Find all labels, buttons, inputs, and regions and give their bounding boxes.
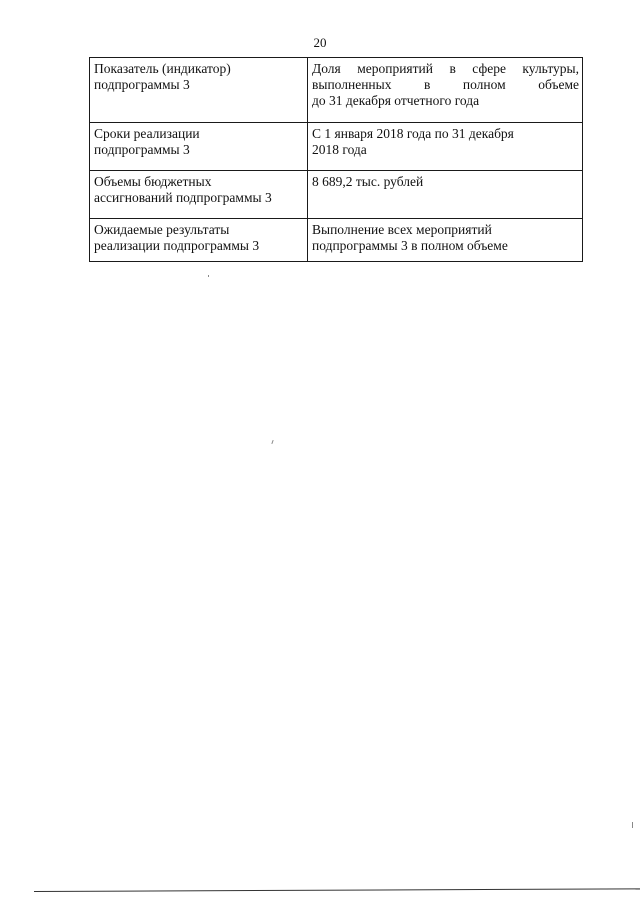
row-value-cell (308, 58, 583, 123)
table-row-expected-results (90, 219, 583, 262)
row-value-line: С 1 января 2018 года по 31 декабря (312, 126, 514, 141)
row-label-line: Сроки реализации (94, 126, 200, 141)
table-row-budget (90, 171, 583, 219)
row-label-line: подпрограммы 3 (94, 77, 190, 92)
row-label-line: Показатель (индикатор) (94, 61, 231, 76)
row-label-line: Объемы бюджетных (94, 174, 212, 189)
page-number: 20 (313, 35, 327, 50)
row-value-line: 8 689,2 тыс. рублей (312, 174, 424, 189)
row-label-cell (90, 171, 308, 219)
subprogram-passport-table (89, 57, 583, 262)
row-label-line: подпрограммы 3 (94, 142, 190, 157)
row-value-line: подпрограммы 3 в полном объеме (312, 238, 508, 253)
scan-speck (208, 275, 209, 277)
bottom-rule (34, 888, 640, 892)
row-label-cell (90, 58, 308, 123)
scan-speck (271, 440, 273, 444)
row-label-cell (90, 219, 308, 262)
row-value-line: выполненных в полном объеме (312, 77, 579, 92)
scan-speck (632, 822, 633, 828)
row-value-cell (308, 171, 583, 219)
table-row-indicator (90, 58, 583, 123)
row-value-line: Выполнение всех мероприятий (312, 222, 492, 237)
row-value-line: Доля мероприятий в сфере культуры, (312, 61, 579, 76)
row-value-line: 2018 года (312, 142, 367, 157)
row-value-cell (308, 219, 583, 262)
row-label-line: Ожидаемые результаты (94, 222, 230, 237)
row-value-line: до 31 декабря отчетного года (312, 93, 480, 108)
table-row-timeframe (90, 123, 583, 171)
row-label-cell (90, 123, 308, 171)
row-label-line: реализации подпрограммы 3 (94, 238, 260, 253)
row-value-cell (308, 123, 583, 171)
row-label-line: ассигнований подпрограммы 3 (94, 190, 272, 205)
